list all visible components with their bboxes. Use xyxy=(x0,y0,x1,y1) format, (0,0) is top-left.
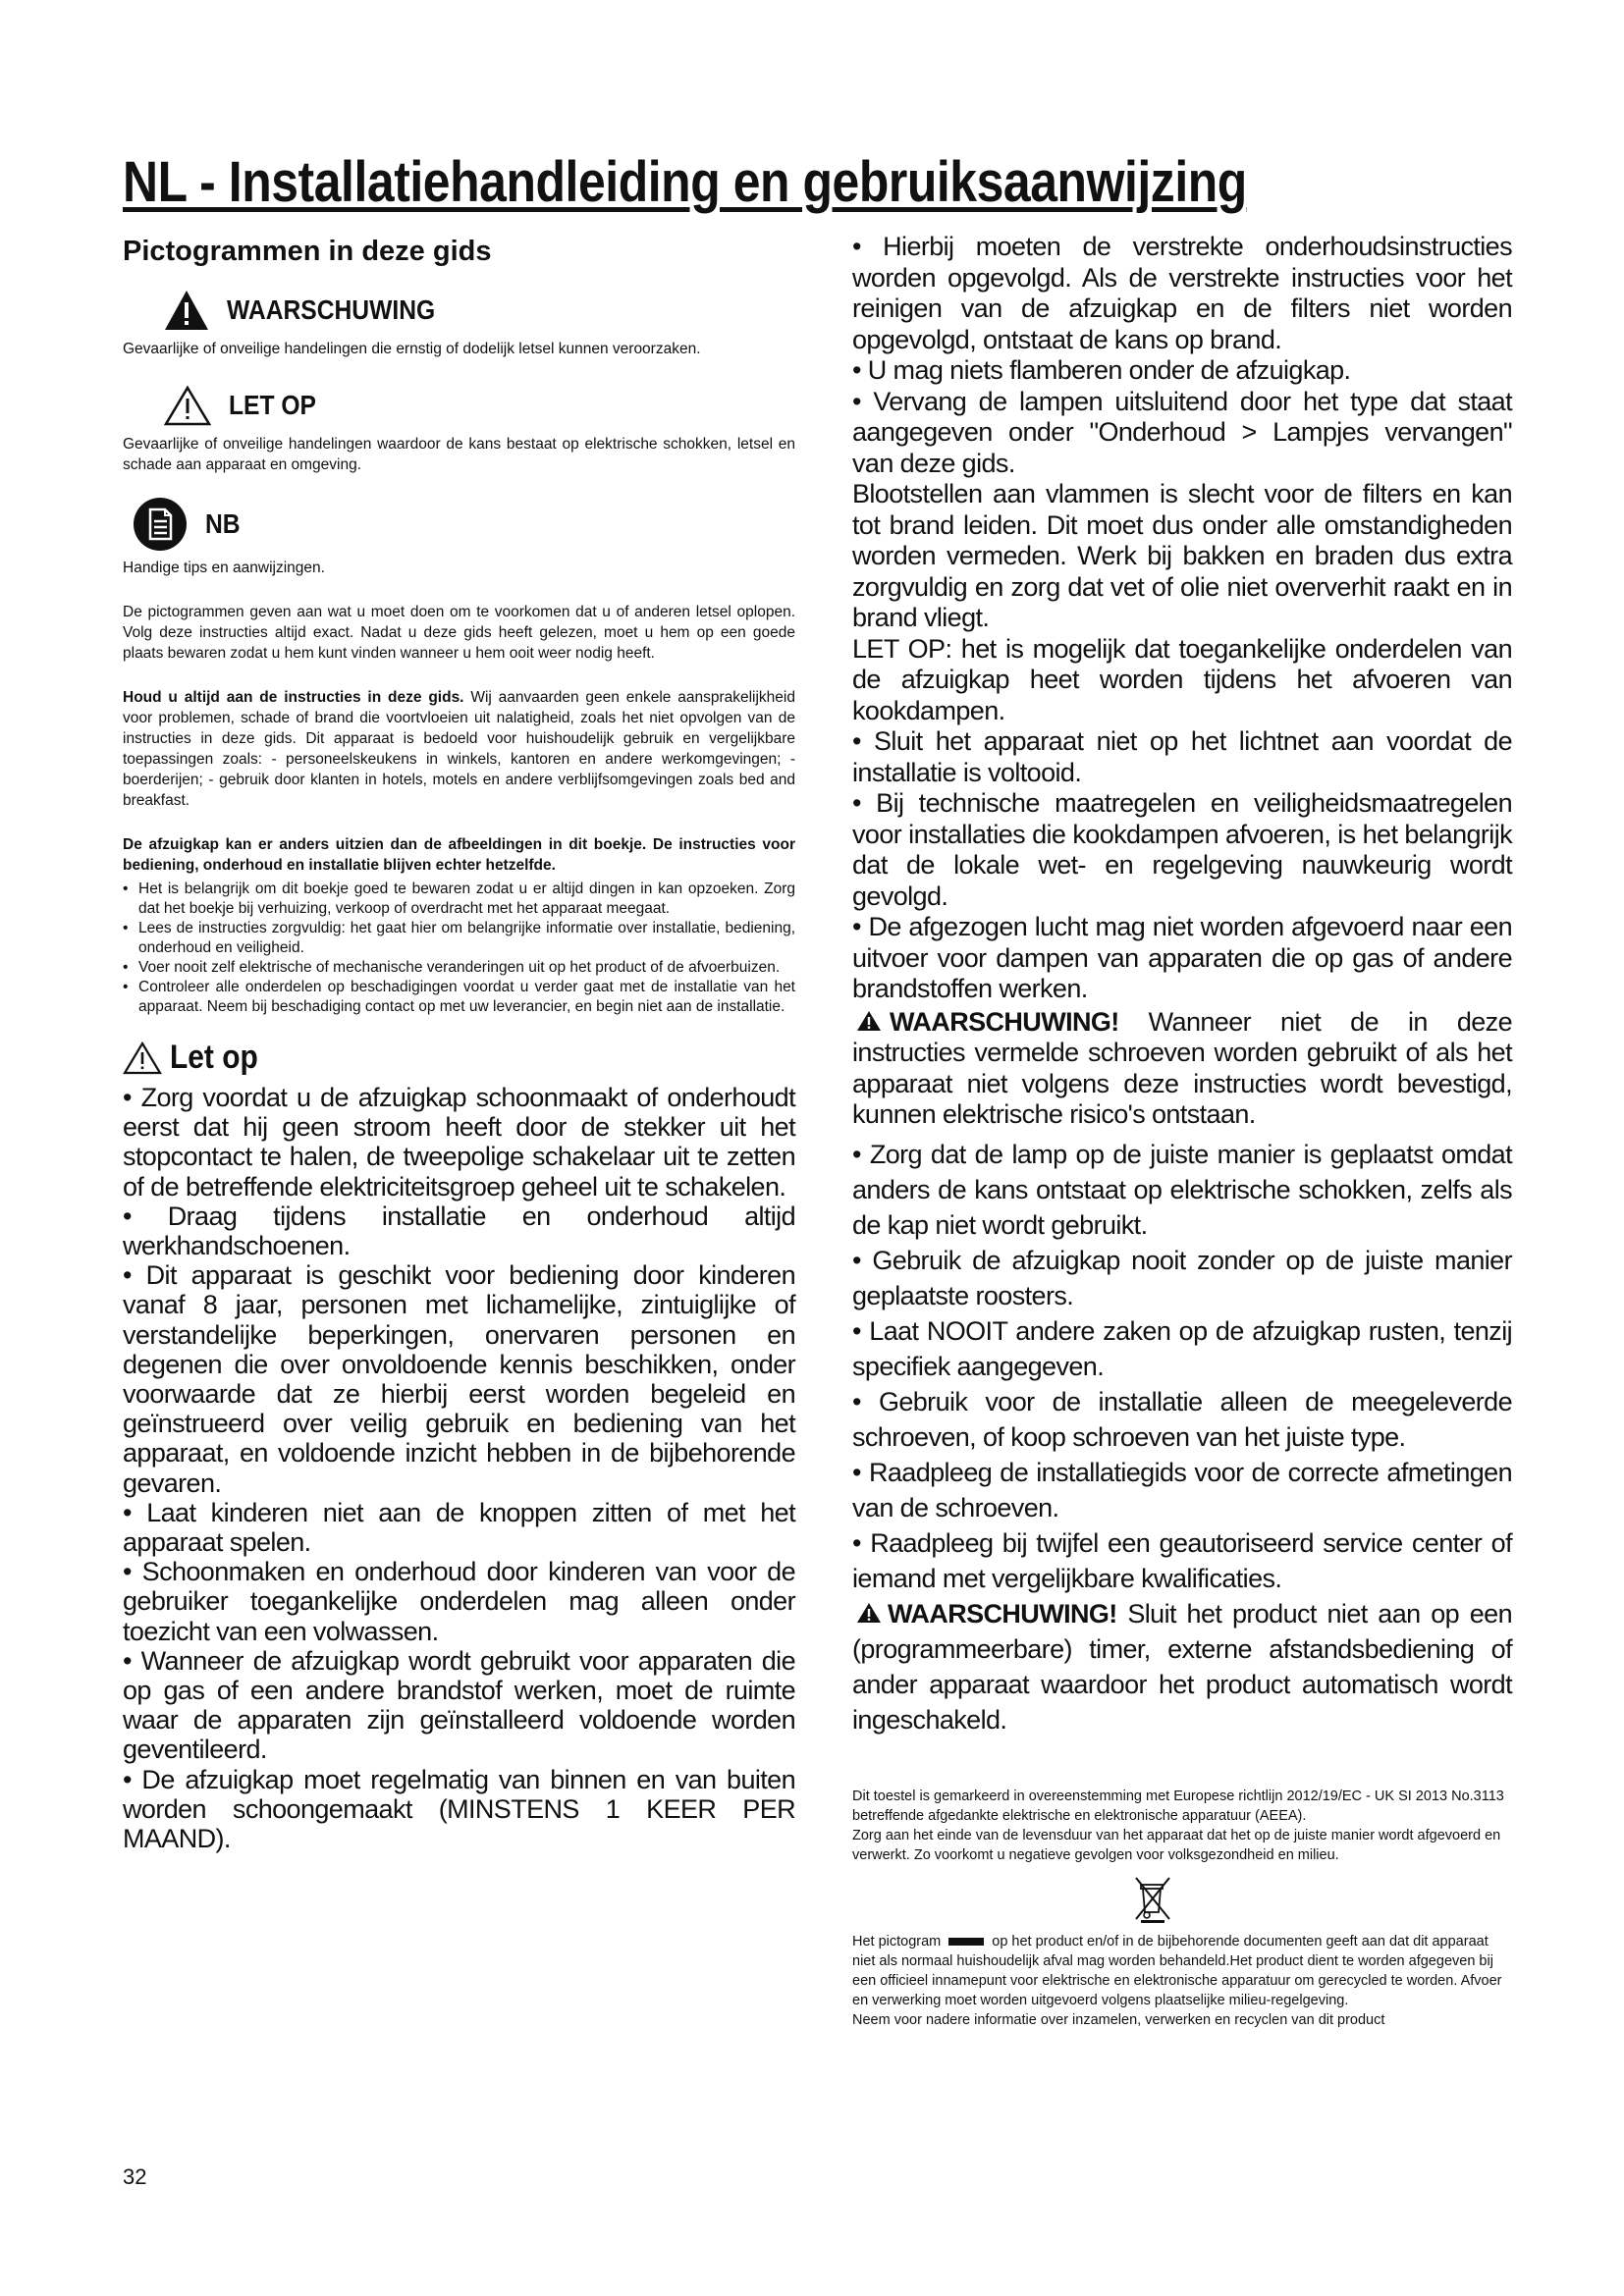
note-document-icon xyxy=(133,497,188,552)
pictogram-pre: Het pictogram xyxy=(852,1933,942,1949)
caution-pictogram xyxy=(164,385,795,426)
letop-body xyxy=(123,1083,795,1853)
page-title: NL - Installatiehandleiding en gebruiksaanwijzing xyxy=(123,150,1247,214)
warning-outline-icon xyxy=(164,385,211,426)
weee-paragraph: Zorg aan het einde van de levensduur van het apparaat dat het op de juiste manier wordt afgevoerd en verwerkt. Zo voorkomt u negatieve gevolgen voor volksgezondheid en milieu. xyxy=(852,1827,1501,1863)
instructions-bold: Houd u altijd aan de instructies in deze gids. xyxy=(123,689,464,706)
intro-paragraph: De pictogrammen geven aan wat u moet doen om te voorkomen dat u of anderen letsel oplopen. Volg deze instructies altijd exact. Nadat u deze gids heeft gelezen, moet u hem op een goede plaats bewaren zodat u hem kunt vinden wanneer u hem ooit weer nodig heeft. xyxy=(123,604,795,662)
letop-paragraph: • Laat kinderen niet aan de knoppen zitten of met het apparaat spelen. xyxy=(123,1497,795,1558)
letop-paragraph: • Wanneer de afzuigkap wordt gebruikt voor apparaten die op gas of een andere brandstof werken, moet de ruimte waar de apparaten zijn geïnstalleerd voldoende worden geventileerd. xyxy=(123,1645,795,1765)
list-item: • Controleer alle onderdelen op beschadigingen voordat u verder gaat met de installatie van het apparaat. Neem bij beschadiging contact op met uw leverancier, en begin niet aan de installatie. xyxy=(123,978,795,1017)
weee-paragraph: Dit toestel is gemarkeerd in overeenstemming met Europese richtlijn 2012/19/EC - UK SI 2013 No.3113 betreffende afgedankte elektrische en elektronische apparatuur (AEEA). xyxy=(852,1788,1504,1824)
right-paragraph: • Raadpleeg bij twijfel een geautoriseerd service center of iemand met vergelijkbare kwalificaties. xyxy=(852,1527,1512,1593)
right-paragraph: • U mag niets flamberen onder de afzuigkap. xyxy=(852,355,1351,385)
right-column xyxy=(852,232,1512,2030)
note-text: Handige tips en aanwijzingen. xyxy=(123,560,325,576)
warning-outline-icon xyxy=(123,1041,162,1075)
right-paragraph: • De afgezogen lucht mag niet worden afgevoerd naar een uitvoer voor dampen van apparaten die op gas of andere brandstoffen werken. xyxy=(852,912,1512,1003)
right-paragraph: • Bij technische maatregelen en veiligheidsmaatregelen voor installaties die kookdampen afvoeren, is het belangrijk dat de lokale wet- en regelgeving nauwkeurig wordt gevolgd. xyxy=(852,788,1512,911)
intro-bullet-list xyxy=(123,880,795,1017)
letop-heading-text: Let op xyxy=(170,1039,258,1076)
note-label: NB xyxy=(205,508,241,539)
right-paragraph: • Vervang de lampen uitsluitend door het type dat staat aangegeven onder "Onderhoud > Lampjes vervangen" van deze gids. xyxy=(852,386,1512,478)
section-heading: Pictogrammen in deze gids xyxy=(123,236,492,267)
letop-heading xyxy=(123,1039,795,1077)
right-paragraph: • Sluit het apparaat niet op het lichtnet aan voordat de installatie is voltooid. xyxy=(852,726,1512,787)
letop-paragraph: • Dit apparaat is geschikt voor bediening door kinderen vanaf 8 jaar, personen met lichamelijke, zintuiglijke of verstandelijke beperkingen, onervaren personen en degenen die over onvoldoende kennis beschikken, onder voorwaarde dat ze hierbij eerst worden begeleid en geïnstrueerd over veilig gebruik en bediening van het apparaat, en voldoende inzicht hebben in de bijbehorende gevaren. xyxy=(123,1260,795,1498)
letop-paragraph: • De afzuigkap moet regelmatig van binnen en van buiten worden schoongemaakt (MINSTENS 1 KEER PER MAAND). xyxy=(123,1764,795,1854)
right-paragraphs-b xyxy=(852,1137,1512,1596)
timer-warning-label: WAARSCHUWING! xyxy=(888,1598,1117,1629)
pictogram-post: op het product en/of in de bijbehorende documenten geeft aan dat dit apparaat niet als normaal huishoudelijk afval mag worden behandeld.Het product dient te worden afgegeven bij een officieel innamepunt voor elektrische en elektronische apparatuur om gerecycled te worden. Afvoer en verwerking moet worden uitgevoerd volgens plaatselijke milieu-regelgeving. xyxy=(852,1933,1502,2008)
page-number: 32 xyxy=(123,2164,147,2189)
right-paragraph: • Raadpleeg de installatiegids voor de correcte afmetingen van de schroeven. xyxy=(852,1457,1512,1522)
crossed-wheelie-bin-icon xyxy=(1133,1875,1172,1924)
list-item: • Lees de instructies zorgvuldig: het gaat hier om belangrijke informatie over installatie, bediening, onderhoud en veiligheid. xyxy=(123,919,795,958)
screw-warning xyxy=(852,1007,1512,1131)
letop-paragraph: • Draag tijdens installatie en onderhoud altijd werkhandschoenen. xyxy=(123,1201,795,1261)
note-pictogram xyxy=(133,497,795,552)
right-paragraph: • Hierbij moeten de verstrekte onderhoudsinstructies worden opgevolgd. Als de verstrekte instructies voor het reinigen van de afzuigkap en de filters niet worden opgevolgd, ontstaat de kans op brand. xyxy=(852,232,1512,354)
weee-symbol xyxy=(852,1875,1512,1924)
right-paragraph: Blootstellen aan vlammen is slecht voor de filters en kan tot brand leiden. Dit moet dus onder alle omstandigheden worden vermeden. Werk bij bakken en braden dus extra zorgvuldig en zorg dat vet of olie niet oververhit raakt en in brand vliegt. xyxy=(852,479,1512,632)
screw-warning-text: Wanneer niet de in deze instructies vermelde schroeven worden gebruikt of als het apparaat niet volgens deze instructies wordt bevestigd, kunnen elektrische risico's ontstaan. xyxy=(852,1006,1512,1129)
list-item: • Het is belangrijk om dit boekje goed te bewaren zodat u er altijd dingen in kan opzoeken. Zorg dat het boekje bij verhuizing, verkoop of overdracht met het apparaat meegaat. xyxy=(123,880,795,919)
right-paragraph: • Gebruik de afzuigkap nooit zonder op de juiste manier geplaatste roosters. xyxy=(852,1245,1512,1310)
pictogram-paragraph xyxy=(852,1932,1512,2010)
right-paragraph: • Zorg dat de lamp op de juiste manier is geplaatst omdat anders de kans ontstaat op elektrische schokken, zelfs als de kap niet wordt gebruikt. xyxy=(852,1139,1512,1240)
timer-warning-text: Sluit het product niet aan op een (programmeerbare) timer, externe afstandsbediening of ander apparaat waardoor het product automatisch wordt ingeschakeld. xyxy=(852,1598,1512,1735)
letop-paragraph: • Zorg voordat u de afzuigkap schoonmaakt of onderhoudt eerst dat hij geen stroom heeft door de stekker uit het stopcontact te halen, de tweepolige schakelaar uit te zetten of de betreffende elektriciteitsgroep geheel uit te schakelen. xyxy=(123,1083,795,1201)
right-paragraph: • Gebruik voor de installatie alleen de meegeleverde schroeven, of koop schroeven van het juiste type. xyxy=(852,1386,1512,1452)
screw-warning-label: WAARSCHUWING! xyxy=(890,1006,1119,1037)
left-column xyxy=(123,236,795,1853)
instructions-paragraph xyxy=(123,687,795,811)
more-info-paragraph: Neem voor nadere informatie over inzamelen, verwerken en recyclen van dit product xyxy=(852,2011,1385,2028)
warning-filled-icon xyxy=(164,290,209,331)
letop-paragraph: • Schoonmaken en onderhoud door kinderen van voor de gebruiker toegankelijke onderdelen mag alleen onder toezicht van een volwassen. xyxy=(123,1557,795,1646)
black-bar-icon xyxy=(948,1938,984,1946)
caution-label: LET OP xyxy=(229,390,316,420)
right-paragraphs-a xyxy=(852,232,1512,1005)
warning-label: WAARSCHUWING xyxy=(227,294,436,325)
caution-text: Gevaarlijke of onveilige handelingen waardoor de kans bestaat op elektrische schokken, letsel en schade aan apparaat en omgeving. xyxy=(123,436,795,473)
list-item: • Voer nooit zelf elektrische of mechanische veranderingen uit op het product of de afvoerbuizen. xyxy=(123,958,795,978)
warning-pictogram xyxy=(164,290,795,331)
warning-filled-icon xyxy=(856,1602,882,1624)
timer-warning xyxy=(852,1596,1512,1737)
appearance-note: De afzuigkap kan er anders uitzien dan de afbeeldingen in dit boekje. De instructies voor bediening, onderhoud en installatie blijven echter hetzelfde. xyxy=(123,836,795,874)
warning-filled-icon xyxy=(856,1010,882,1032)
right-paragraph: LET OP: het is mogelijk dat toegankelijke onderdelen van de afzuigkap heet worden tijdens het afvoeren van kookdampen. xyxy=(852,633,1512,725)
right-paragraph: • Laat NOOIT andere zaken op de afzuigkap rusten, tenzij specifiek aangegeven. xyxy=(852,1315,1512,1381)
warning-text: Gevaarlijke of onveilige handelingen die ernstig of dodelijk letsel kunnen veroorzaken. xyxy=(123,341,701,357)
instructions-rest: Wij aanvaarden geen enkele aansprakelijkheid voor problemen, schade of brand die voortvloeien uit nalatigheid, zoals het niet opvolgen van de instructies in deze gids. Dit apparaat is bedoeld voor huishoudelijk gebruik en vergelijkbare toepassingen zoals: - personeelskeukens in winkels, kantoren en andere werkomgevingen; - boerderijen; - gebruik door klanten in hotels, motels en andere verblijfsomgevingen zoals bed and breakfast. xyxy=(123,689,795,809)
